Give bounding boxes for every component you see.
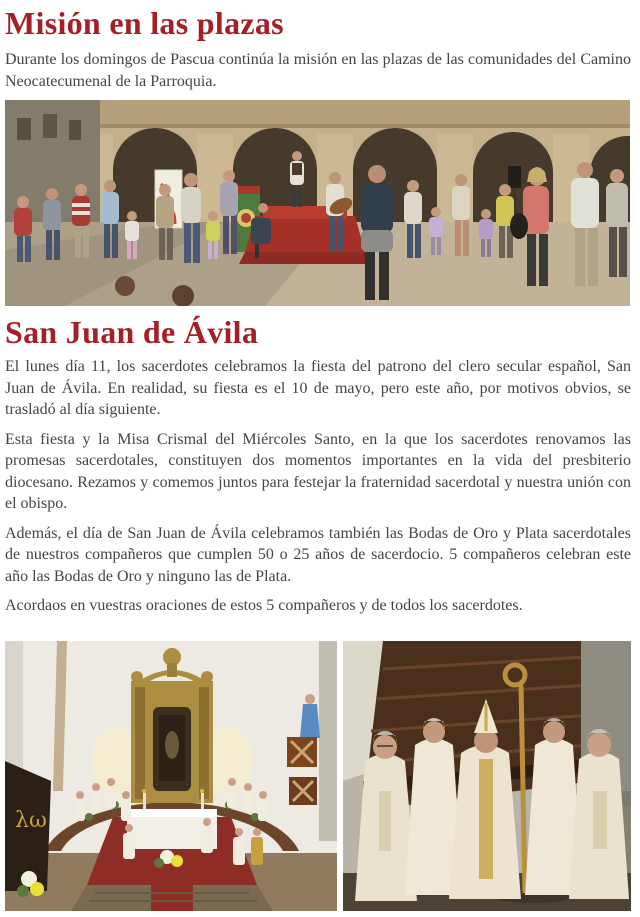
svg-text:λω: λω bbox=[15, 807, 47, 833]
stone-bollard bbox=[115, 276, 135, 296]
plaza-mission-illustration bbox=[5, 100, 630, 306]
altar-mass-photo bbox=[5, 641, 337, 911]
plaza-mission-photo bbox=[5, 100, 630, 306]
altar-mass-illustration bbox=[5, 641, 337, 911]
paragraph-mision: Durante los domingos de Pascua continúa la misión en las plazas de las comunidades del Camino Neocatecumenal de la Parroquia. bbox=[5, 51, 631, 90]
paragraph-fiesta: El lunes día 11, los sacerdotes celebramos la fiesta del patrono del clero secular español, San Juan de Ávila. En realidad, su fiesta es el 10 de mayo, pero este año, por motivos obvios, se trasladó al día siguiente. bbox=[5, 358, 631, 418]
photo-row bbox=[5, 641, 631, 911]
paragraph-bodas: Además, el día de San Juan de Ávila celebramos también las Bodas de Oro y Plata sacerdotales de nuestros compañeros que cumplen 50 o 25 años de sacerdocio. 5 compañeros celebran este año las Bodas de Oro y ninguno las de Plata. bbox=[5, 524, 631, 585]
bishop-priests-illustration bbox=[343, 641, 631, 911]
paragraph-oraciones: Acordaos en vuestras oraciones de estos 5 compañeros y de todos los sacerdotes. bbox=[5, 597, 523, 614]
section-heading-san-juan: San Juan de Ávila bbox=[5, 314, 259, 350]
stone-bollard bbox=[172, 285, 194, 306]
paragraph-misa-crismal: Esta fiesta y la Misa Crismal del Miércoles Santo, en la que los sacerdotes renovamos las promesas sacerdotales, constituyen dos momentos importantes en la vida del presbiterio diocesano. Rezamos y comemos juntos para festejar la fraternidad sacerdotal y nuestra unión con el obispo. bbox=[5, 430, 631, 512]
section-heading-mision: Misión en las plazas bbox=[5, 5, 284, 41]
bishop-priests-photo bbox=[343, 641, 631, 911]
